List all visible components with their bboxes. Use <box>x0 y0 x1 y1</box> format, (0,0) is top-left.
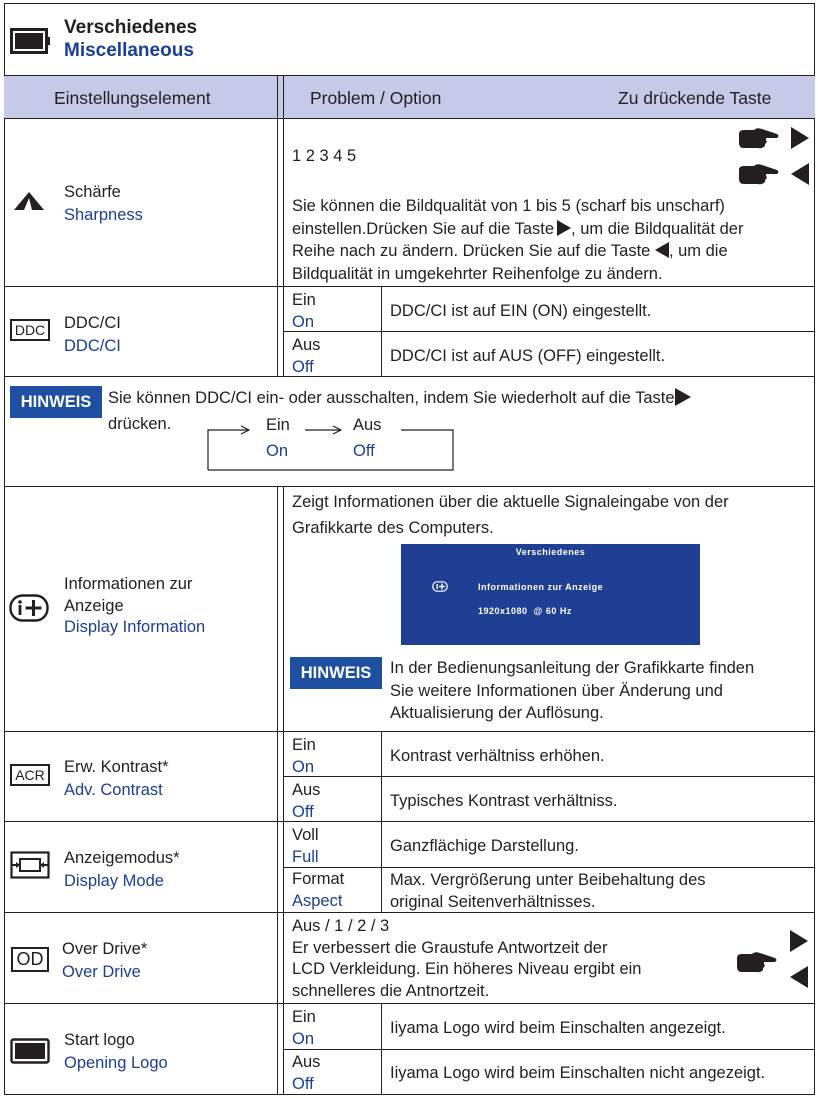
display-info-note <box>390 657 754 725</box>
display-mode-icon <box>10 851 50 879</box>
acr-icon: ACR <box>10 764 50 786</box>
opening-logo-label-de: Start logo <box>64 1031 135 1049</box>
flow-aus: Aus <box>353 416 382 434</box>
sharpness-desc-text: Reihe nach zu ändern. Drücken Sie auf die Taste <box>292 242 651 260</box>
sharpness-label <box>64 181 143 227</box>
over-drive-label-en: Over Drive <box>62 962 141 981</box>
option-label-de: Aus <box>292 781 321 799</box>
option-label-en: Off <box>292 803 314 821</box>
display-info-icon <box>9 594 49 622</box>
adv-contrast-option-on <box>292 734 316 778</box>
adv-contrast-label-en: Adv. Contrast <box>64 780 163 799</box>
pointing-hand-icon <box>736 951 778 973</box>
option-label-en: Off <box>292 1075 314 1093</box>
over-drive-levels: Aus / 1 / 2 / 3 <box>292 917 390 935</box>
flow-off: Off <box>353 442 375 460</box>
flow-ein: Ein <box>266 416 290 434</box>
right-arrow-key-icon <box>557 220 571 236</box>
sharpness-levels: 1 2 3 4 5 <box>292 147 357 165</box>
toggle-flow-diagram <box>205 420 457 474</box>
over-drive-label-de: Over Drive* <box>62 940 148 958</box>
adv-contrast-label <box>64 756 169 802</box>
hinweis-text-line: drücken. <box>108 415 172 433</box>
opening-logo-option-off <box>292 1051 320 1095</box>
option-label-de: Ein <box>292 736 316 754</box>
opening-logo-label <box>64 1029 168 1075</box>
display-mode-label-de: Anzeigemodus* <box>64 849 180 867</box>
display-mode-label <box>64 847 180 893</box>
over-drive-desc-line: Er verbessert die Graustufe Antwortzeit der <box>292 938 608 957</box>
display-info-note-line: Sie weitere Informationen über Änderung und <box>390 681 723 700</box>
option-label-de: Voll <box>292 826 319 844</box>
column-header-key: Zu drückende Taste <box>618 88 772 108</box>
option-label-de: Ein <box>292 1008 316 1026</box>
pointing-hand-icon <box>738 163 780 185</box>
ddcci-label-de: DDC/CI <box>64 314 121 332</box>
display-mode-label-en: Display Mode <box>64 871 164 890</box>
sharpness-desc-line: Bildqualität in umgekehrter Reihenfolge zu ändern. <box>292 264 663 283</box>
display-mode-option-aspect <box>292 868 344 912</box>
display-info-desc-line: Grafikkarte des Computers. <box>292 519 494 537</box>
sharpness-description <box>292 195 812 285</box>
option-label-de: Ein <box>292 291 316 309</box>
page-title-de: Verschiedenes <box>64 17 198 38</box>
display-info-description <box>292 489 729 541</box>
option-desc-line: Max. Vergrößerung unter Beibehaltung des <box>390 871 706 889</box>
hinweis-text <box>108 387 691 410</box>
osd-item: Informationen zur Anzeige <box>478 582 604 592</box>
over-drive-label <box>62 938 147 984</box>
adv-contrast-option-off <box>292 779 320 823</box>
right-arrow-key-icon <box>675 388 691 406</box>
sharpness-desc-line <box>292 240 812 263</box>
column-header-problem: Problem / Option <box>310 88 442 108</box>
display-info-desc-line: Zeigt Informationen über die aktuelle Signaleingabe von der <box>292 493 729 511</box>
opening-logo-option-off-desc: Iiyama Logo wird beim Einschalten nicht angezeigt. <box>390 1064 766 1082</box>
osd-info-icon <box>432 581 448 592</box>
sharpness-label-en: Sharpness <box>64 205 143 224</box>
display-info-label-de: Informationen zur <box>64 575 193 593</box>
hinweis-text-line: Sie können DDC/CI ein- oder ausschalten, indem Sie wiederholt auf die Taste <box>108 389 675 407</box>
osd-title: Verschiedenes <box>515 547 586 557</box>
hinweis-badge: HINWEIS <box>10 386 102 418</box>
display-info-label-en: Display Information <box>64 618 206 636</box>
opening-logo-option-on-desc: Iiyama Logo wird beim Einschalten angezeigt. <box>390 1019 726 1037</box>
ddcci-option-on-desc: DDC/CI ist auf EIN (ON) eingestellt. <box>390 302 652 320</box>
pointing-hand-icon <box>738 127 780 149</box>
sharpness-desc-line <box>292 218 812 241</box>
sharpness-desc-text: einstellen.Drücken Sie auf die Taste <box>292 219 555 238</box>
page-title-en: Miscellaneous <box>64 40 194 61</box>
adv-contrast-label-de: Erw. Kontrast* <box>64 758 169 776</box>
display-mode-option-full-desc: Ganzflächige Darstellung. <box>390 837 579 855</box>
option-desc-line: original Seitenverhältnisses. <box>390 893 596 911</box>
opening-logo-option-on <box>292 1006 316 1050</box>
left-arrow-key-icon <box>790 966 808 988</box>
option-label-en: Aspect <box>292 892 343 910</box>
sharpness-desc-text: , um die <box>668 242 728 260</box>
option-label-de: Aus <box>292 1053 321 1071</box>
opening-logo-icon <box>10 1038 50 1064</box>
sharpness-desc-text: , um die Bildqualität der <box>571 219 744 238</box>
option-label-en: On <box>292 1030 315 1048</box>
ddcci-option-off-desc: DDC/CI ist auf AUS (OFF) eingestellt. <box>390 347 666 365</box>
display-info-note-line: Aktualisierung der Auflösung. <box>390 704 604 722</box>
sharpness-desc-line: Sie können die Bildqualität von 1 bis 5 (scharf bis unscharf) <box>292 197 725 215</box>
sharpness-icon <box>12 190 46 212</box>
opening-logo-label-en: Opening Logo <box>64 1053 168 1072</box>
display-info-note-line: In der Bedienungsanleitung der Grafikkarte finden <box>390 659 755 677</box>
adv-contrast-option-off-desc: Typisches Kontrast verhältniss. <box>390 792 618 810</box>
left-arrow-key-icon <box>791 163 809 185</box>
option-label-en: Off <box>292 358 314 376</box>
display-mode-option-aspect-desc <box>390 869 706 913</box>
right-arrow-key-icon <box>790 930 808 952</box>
od-icon: OD <box>11 947 49 972</box>
display-info-label-de: Anzeige <box>64 596 124 615</box>
over-drive-description <box>292 916 641 1002</box>
over-drive-desc-line: LCD Verkleidung. Ein höheres Niveau ergibt ein <box>292 960 642 978</box>
adv-contrast-option-on-desc: Kontrast verhältniss erhöhen. <box>390 747 605 765</box>
option-label-en: Full <box>292 848 319 866</box>
ddc-icon: DDC <box>10 319 50 341</box>
page-title <box>64 16 197 62</box>
display-mode-option-full <box>292 824 319 868</box>
ddcci-option-on <box>292 289 316 333</box>
ddcci-label <box>64 312 121 358</box>
ddcci-option-off <box>292 334 320 378</box>
option-label-de: Aus <box>292 336 321 354</box>
osd-resolution: 1920x1080 @ 60 Hz <box>478 606 572 616</box>
over-drive-desc-line: schnelleres die Antnortzeit. <box>292 981 490 1000</box>
sharpness-label-de: Schärfe <box>64 183 121 201</box>
flow-on: On <box>266 442 289 460</box>
column-header-item: Einstellungselement <box>54 88 211 108</box>
ddcci-label-en: DDC/CI <box>64 336 121 355</box>
right-arrow-key-icon <box>791 127 809 149</box>
osd-preview <box>401 544 700 645</box>
option-label-en: On <box>292 758 315 776</box>
option-label-en: On <box>292 313 315 331</box>
left-arrow-key-icon <box>655 242 669 258</box>
miscellaneous-icon <box>10 28 50 54</box>
display-info-label <box>64 574 205 639</box>
hinweis-badge: HINWEIS <box>290 657 382 689</box>
option-label-de: Format <box>292 870 345 888</box>
